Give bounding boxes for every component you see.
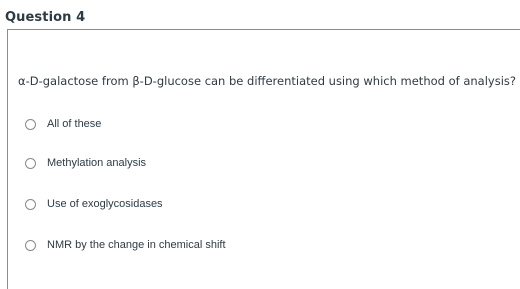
option-label: Use of exoglycosidases <box>47 198 163 210</box>
option-label: NMR by the change in chemical shift <box>47 239 226 251</box>
radio-button[interactable] <box>25 158 36 169</box>
question-text: α-D-galactose from β-D-glucose can be differentiated using which method of analysis? <box>18 74 517 88</box>
radio-button[interactable] <box>25 240 36 251</box>
option-label: All of these <box>47 118 102 130</box>
radio-button[interactable] <box>25 199 36 210</box>
question-card <box>7 29 520 289</box>
answer-option-all-of-these[interactable] <box>25 116 101 132</box>
radio-button[interactable] <box>25 119 36 130</box>
answer-option-methylation-analysis[interactable] <box>25 155 146 171</box>
question-header: Question 4 <box>5 10 86 25</box>
answer-option-nmr[interactable] <box>25 237 226 253</box>
option-label: Methylation analysis <box>47 157 147 169</box>
answer-option-exoglycosidases[interactable] <box>25 196 163 212</box>
